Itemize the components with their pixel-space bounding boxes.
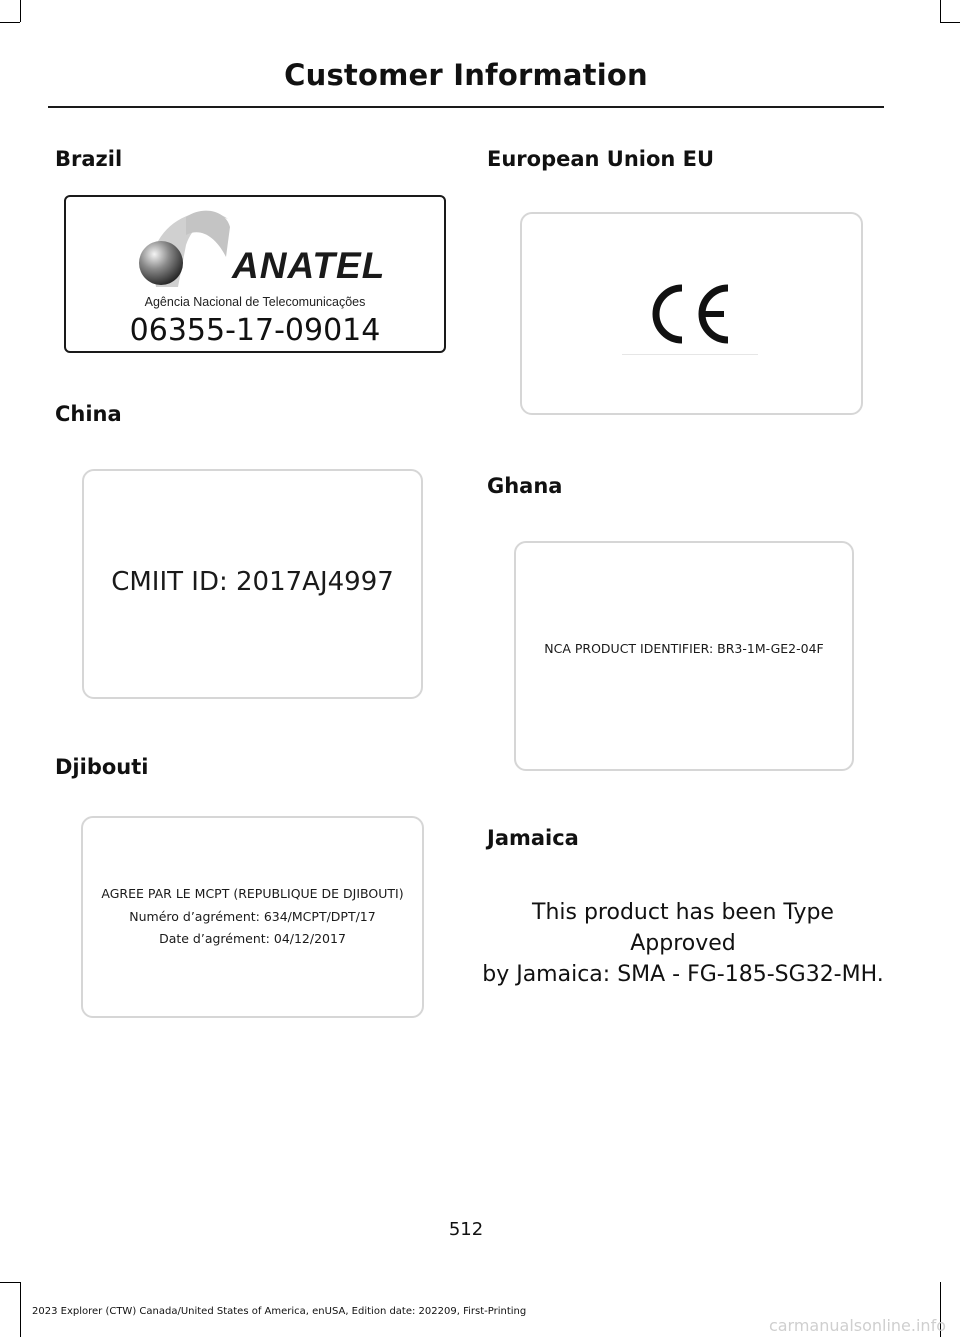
header-rule (48, 106, 884, 108)
djibouti-line-2: Numéro d’agrément: 634/MCPT/DPT/17 (129, 909, 376, 924)
heading-jamaica: Jamaica (487, 826, 579, 850)
djibouti-line-1: AGREE PAR LE MCPT (REPUBLIQUE DE DJIBOUTI) (101, 886, 404, 901)
jamaica-line-1: This product has been Type Approved (532, 900, 834, 956)
jamaica-line-2: by Jamaica: SMA - FG-185-SG32-MH. (482, 962, 884, 987)
crop-mark (20, 1282, 21, 1337)
anatel-approval-number: 06355-17-09014 (129, 313, 381, 348)
ghana-nca-identifier: NCA PRODUCT IDENTIFIER: BR3-1M-GE2-04F (544, 641, 824, 656)
heading-ghana: Ghana (487, 474, 563, 498)
jamaica-approval-text (478, 897, 888, 990)
watermark[interactable]: carmanualsonline.info (768, 1316, 946, 1335)
anatel-wordmark: ANATEL (232, 245, 386, 286)
crop-mark (940, 22, 960, 23)
heading-brazil: Brazil (55, 147, 123, 171)
edition-footer: 2023 Explorer (CTW) Canada/United States of America, enUSA, Edition date: 202209, First-Printing (32, 1306, 527, 1317)
heading-djibouti: Djibouti (55, 755, 149, 779)
anatel-agency-name: Agência Nacional de Telecomunicações (144, 295, 366, 309)
ce-mark-underline (622, 354, 758, 355)
page-number: 512 (448, 1219, 484, 1240)
ghana-label-box (514, 541, 854, 771)
crop-mark (0, 22, 20, 23)
ce-mark-text (522, 214, 523, 215)
eu-label-box (520, 212, 863, 415)
crop-mark (0, 1282, 20, 1283)
heading-eu: European Union EU (487, 147, 715, 171)
crop-mark (940, 0, 941, 22)
page-title: Customer Information (284, 58, 648, 92)
djibouti-label-box (81, 816, 424, 1018)
crop-mark (20, 0, 21, 22)
china-label-box (82, 469, 423, 699)
ce-mark-icon (648, 280, 738, 350)
anatel-label (64, 195, 446, 353)
china-cmiit-id: CMIIT ID: 2017AJ4997 (111, 567, 394, 597)
djibouti-line-3: Date d’agrément: 04/12/2017 (159, 931, 346, 946)
heading-china: China (55, 402, 122, 426)
